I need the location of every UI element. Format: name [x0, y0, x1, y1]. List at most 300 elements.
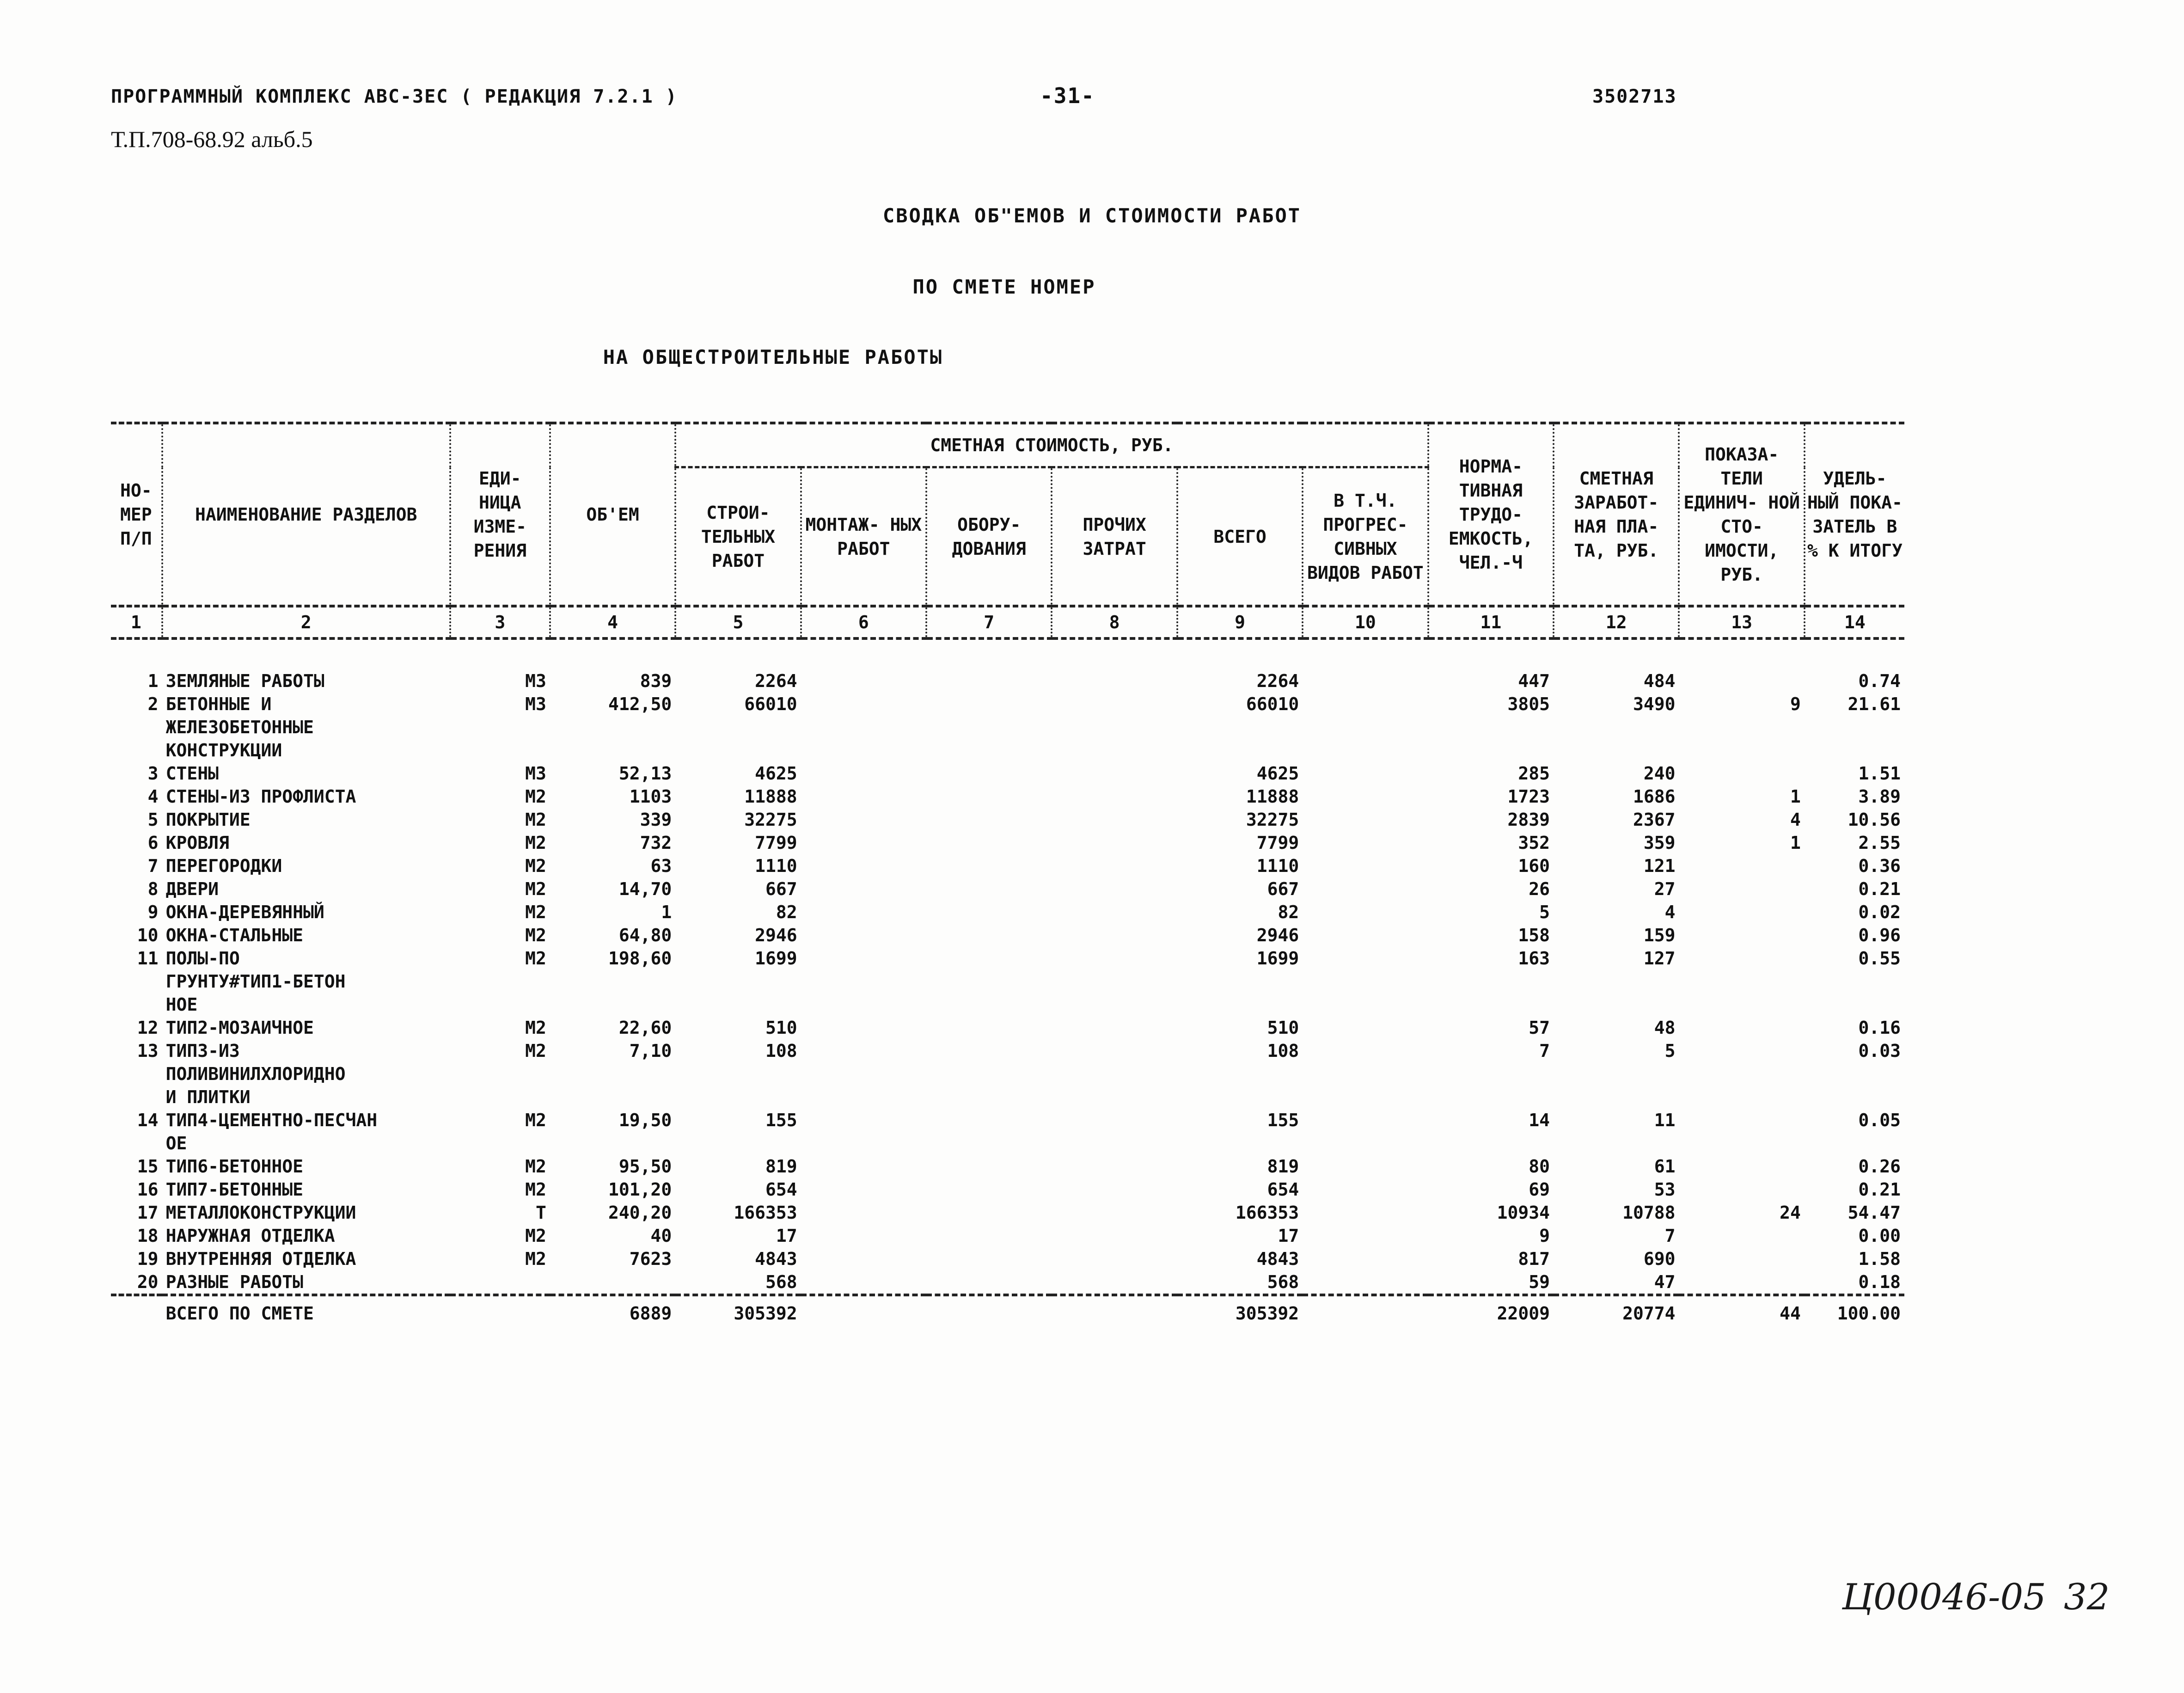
- wages-value: 3490: [1633, 694, 1676, 714]
- total-cost: 1110: [1256, 856, 1299, 876]
- labor-hours: 26: [1529, 879, 1550, 899]
- share-percent: 1.58: [1858, 1249, 1901, 1269]
- other-cost: [1052, 785, 1177, 808]
- row-number: 19: [137, 1249, 159, 1269]
- unit-of-measure: Т: [535, 1202, 546, 1223]
- unit-of-measure: М2: [525, 1249, 546, 1269]
- row-number: 20: [137, 1272, 159, 1292]
- equipment-cost: [926, 693, 1052, 762]
- total-cost: 4843: [1256, 1249, 1299, 1269]
- share-percent: 0.96: [1858, 925, 1901, 945]
- table-row: [111, 693, 1904, 762]
- construction-cost: 2264: [755, 671, 797, 691]
- equipment-cost: [926, 1016, 1052, 1039]
- progressive-cost: [1303, 831, 1428, 854]
- total-cost: 17: [1278, 1226, 1299, 1246]
- labor-hours: 817: [1518, 1249, 1550, 1269]
- unit-cost-value: [1679, 1039, 1804, 1109]
- wages-value: 127: [1643, 948, 1676, 969]
- construction-cost: 819: [765, 1156, 797, 1177]
- construction-cost: 166353: [734, 1202, 797, 1223]
- progressive-cost: [1303, 947, 1428, 1016]
- construction-cost: 66010: [744, 694, 797, 714]
- total-sum: 305392: [1177, 1295, 1303, 1330]
- installation-cost: [801, 901, 926, 924]
- section-name: ТИП4-ЦЕМЕНТНО-ПЕСЧАН ОЕ: [165, 1110, 378, 1153]
- unit-of-measure: М3: [525, 763, 546, 784]
- labor-hours: 69: [1529, 1179, 1550, 1200]
- col-number: 13: [1679, 606, 1804, 638]
- table-row: [111, 1155, 1904, 1178]
- total-cost: 155: [1267, 1110, 1299, 1130]
- unit-of-measure: М2: [525, 1041, 546, 1061]
- unit-of-measure: М2: [525, 1018, 546, 1038]
- volume-value: 40: [650, 1226, 672, 1246]
- wages-value: 121: [1643, 856, 1676, 876]
- share-percent: 0.26: [1858, 1156, 1901, 1177]
- unit-of-measure: М2: [525, 810, 546, 830]
- volume-value: 1103: [629, 786, 672, 807]
- col-number: 11: [1428, 606, 1554, 638]
- wages-value: 61: [1654, 1156, 1676, 1177]
- progressive-cost: [1303, 1109, 1428, 1155]
- wages-value: 53: [1654, 1179, 1676, 1200]
- table-row: [111, 762, 1904, 785]
- progressive-cost: [1303, 1039, 1428, 1109]
- unit-of-measure: М2: [525, 1226, 546, 1246]
- other-cost: [1052, 1270, 1177, 1295]
- share-percent: 54.47: [1848, 1202, 1901, 1223]
- other-cost: [1052, 901, 1177, 924]
- total-wages: 20774: [1554, 1295, 1679, 1330]
- progressive-cost: [1303, 901, 1428, 924]
- table-row: [111, 1178, 1904, 1201]
- labor-hours: 10934: [1497, 1202, 1550, 1223]
- progressive-cost: [1303, 854, 1428, 877]
- col-number: 7: [926, 606, 1052, 638]
- unit-of-measure: М2: [525, 948, 546, 969]
- page-mark: -31-: [1040, 83, 1095, 108]
- row-number: 5: [147, 810, 159, 830]
- unit-cost-value: 1: [1790, 786, 1801, 807]
- total-cost: 2946: [1256, 925, 1299, 945]
- construction-cost: 1110: [755, 856, 797, 876]
- wages-value: 10788: [1622, 1202, 1676, 1223]
- table-row: [111, 1109, 1904, 1155]
- row-number: 16: [137, 1179, 159, 1200]
- unit-cost-value: [1679, 1016, 1804, 1039]
- col-number: 1: [111, 606, 162, 638]
- other-cost: [1052, 693, 1177, 762]
- row-number: 13: [137, 1041, 159, 1061]
- construction-cost: 17: [776, 1226, 797, 1246]
- share-percent: 2.55: [1858, 833, 1901, 853]
- share-percent: 10.56: [1848, 810, 1901, 830]
- row-number: 12: [137, 1018, 159, 1038]
- table-row: [111, 669, 1904, 693]
- section-name: КРОВЛЯ: [165, 833, 229, 853]
- share-percent: 0.02: [1858, 902, 1901, 922]
- section-name: НАРУЖНАЯ ОТДЕЛКА: [165, 1226, 335, 1246]
- progressive-cost: [1303, 1224, 1428, 1247]
- installation-cost: [801, 1016, 926, 1039]
- unit-of-measure: М2: [525, 902, 546, 922]
- unit-cost-value: 24: [1780, 1202, 1801, 1223]
- labor-hours: 3805: [1507, 694, 1550, 714]
- progressive-cost: [1303, 924, 1428, 947]
- installation-cost: [801, 1178, 926, 1201]
- wages-value: 159: [1643, 925, 1676, 945]
- unit-of-measure: М2: [525, 925, 546, 945]
- document-code: 3502713: [1592, 86, 1677, 107]
- installation-cost: [801, 854, 926, 877]
- unit-of-measure: М2: [525, 833, 546, 853]
- volume-value: 101,20: [608, 1179, 672, 1200]
- share-percent: 3.89: [1858, 786, 1901, 807]
- table-row: [111, 924, 1904, 947]
- construction-cost: 4625: [755, 763, 797, 784]
- construction-cost: 82: [776, 902, 797, 922]
- total-cost: 654: [1267, 1179, 1299, 1200]
- unit-cost-value: [1679, 1247, 1804, 1270]
- installation-cost: [801, 1224, 926, 1247]
- construction-cost: 7799: [755, 833, 797, 853]
- wages-value: 1686: [1633, 786, 1676, 807]
- wages-value: 27: [1654, 879, 1676, 899]
- wages-value: 359: [1643, 833, 1676, 853]
- col-header-share: УДЕЛЬ- НЫЙ ПОКА- ЗАТЕЛЬ В % К ИТОГУ: [1805, 423, 1904, 606]
- installation-cost: [801, 808, 926, 831]
- volume-value: 95,50: [618, 1156, 672, 1177]
- equipment-cost: [926, 1109, 1052, 1155]
- equipment-cost: [926, 1224, 1052, 1247]
- total-cost: 1699: [1256, 948, 1299, 969]
- row-number: 14: [137, 1110, 159, 1130]
- section-name: СТЕНЫ: [165, 763, 219, 784]
- progressive-cost: [1303, 877, 1428, 901]
- unit-cost-value: [1679, 1270, 1804, 1295]
- section-name: МЕТАЛЛОКОНСТРУКЦИИ: [165, 1202, 356, 1223]
- construction-cost: 654: [765, 1179, 797, 1200]
- section-name: ТИП7-БЕТОННЫЕ: [165, 1179, 303, 1200]
- unit-of-measure: М2: [525, 786, 546, 807]
- share-percent: 0.55: [1858, 948, 1901, 969]
- installation-cost: [801, 693, 926, 762]
- other-cost: [1052, 1247, 1177, 1270]
- table-row: [111, 1039, 1904, 1109]
- total-cost: 166353: [1235, 1202, 1299, 1223]
- total-label: ВСЕГО ПО СМЕТЕ: [162, 1295, 450, 1330]
- col-header-number: НО- МЕР П/П: [111, 423, 162, 606]
- installation-cost: [801, 1109, 926, 1155]
- construction-cost: 568: [765, 1272, 797, 1292]
- progressive-cost: [1303, 1270, 1428, 1295]
- equipment-cost: [926, 1039, 1052, 1109]
- col-number: 8: [1052, 606, 1177, 638]
- volume-value: 198,60: [608, 948, 672, 969]
- row-number: 18: [137, 1226, 159, 1246]
- table-row: [111, 1224, 1904, 1247]
- table-row: [111, 947, 1904, 1016]
- total-cost: 568: [1267, 1272, 1299, 1292]
- works-type-title: НА ОБЩЕСТРОИТЕЛЬНЫЕ РАБОТЫ: [603, 346, 943, 368]
- installation-cost: [801, 785, 926, 808]
- col-number: 2: [162, 606, 450, 638]
- unit-cost-value: [1679, 1178, 1804, 1201]
- col-header-unit-cost: ПОКАЗА- ТЕЛИ ЕДИНИЧ- НОЙ СТО- ИМОСТИ, РУБ.: [1679, 423, 1804, 606]
- table-row: [111, 1270, 1904, 1295]
- total-cost: 510: [1267, 1018, 1299, 1038]
- other-cost: [1052, 1016, 1177, 1039]
- labor-hours: 447: [1518, 671, 1550, 691]
- construction-cost: 667: [765, 879, 797, 899]
- volume-value: 14,70: [618, 879, 672, 899]
- table-row: [111, 1247, 1904, 1270]
- volume-value: 412,50: [608, 694, 672, 714]
- unit-cost-value: [1679, 762, 1804, 785]
- table-row: [111, 785, 1904, 808]
- total-cost: 11888: [1246, 786, 1299, 807]
- installation-cost: [801, 1270, 926, 1295]
- labor-hours: 352: [1518, 833, 1550, 853]
- labor-hours: 14: [1529, 1110, 1550, 1130]
- equipment-cost: [926, 762, 1052, 785]
- row-number: 9: [147, 902, 159, 922]
- progressive-cost: [1303, 693, 1428, 762]
- wages-value: 47: [1654, 1272, 1676, 1292]
- equipment-cost: [926, 947, 1052, 1016]
- labor-hours: 163: [1518, 948, 1550, 969]
- total-volume: 6889: [550, 1295, 675, 1330]
- section-name: ОКНА-ДЕРЕВЯННЫЙ: [165, 902, 324, 922]
- table-body: [111, 638, 1904, 1295]
- unit-cost-value: [1679, 854, 1804, 877]
- installation-cost: [801, 762, 926, 785]
- total-share: 100.00: [1805, 1295, 1904, 1330]
- total-cost: 32275: [1246, 810, 1299, 830]
- installation-cost: [801, 1155, 926, 1178]
- installation-cost: [801, 877, 926, 901]
- volume-value: 7,10: [629, 1041, 672, 1061]
- volume-value: 63: [650, 856, 672, 876]
- total-unit-cost: 44: [1679, 1295, 1804, 1330]
- labor-hours: 9: [1539, 1226, 1550, 1246]
- row-number: 2: [147, 694, 159, 714]
- volume-value: 19,50: [618, 1110, 672, 1130]
- row-number: 1: [147, 671, 159, 691]
- section-name: ПЕРЕГОРОДКИ: [165, 856, 282, 876]
- unit-cost-value: [1679, 947, 1804, 1016]
- col-header-wages: СМЕТНАЯ ЗАРАБОТ- НАЯ ПЛА- ТА, РУБ.: [1554, 423, 1679, 606]
- unit-of-measure: М3: [525, 671, 546, 691]
- volume-value: 839: [640, 671, 672, 691]
- equipment-cost: [926, 669, 1052, 693]
- construction-cost: 32275: [744, 810, 797, 830]
- progressive-cost: [1303, 1178, 1428, 1201]
- installation-cost: [801, 669, 926, 693]
- progressive-cost: [1303, 1155, 1428, 1178]
- table-row: [111, 901, 1904, 924]
- section-name: ДВЕРИ: [165, 879, 219, 899]
- unit-cost-value: [1679, 877, 1804, 901]
- row-number: 8: [147, 879, 159, 899]
- total-cost: 4625: [1256, 763, 1299, 784]
- share-percent: 0.03: [1858, 1041, 1901, 1061]
- volume-value: 52,13: [618, 763, 672, 784]
- share-percent: 0.18: [1858, 1272, 1901, 1292]
- row-number: 11: [137, 948, 159, 969]
- equipment-cost: [926, 1155, 1052, 1178]
- other-cost: [1052, 669, 1177, 693]
- other-cost: [1052, 1155, 1177, 1178]
- total-labor: 22009: [1428, 1295, 1554, 1330]
- unit-cost-value: [1679, 901, 1804, 924]
- section-name: РАЗНЫЕ РАБОТЫ: [165, 1272, 303, 1292]
- total-row: [111, 1295, 1904, 1330]
- col-header-installation: МОНТАЖ- НЫХ РАБОТ: [801, 467, 926, 607]
- estimate-number-title: ПО СМЕТЕ НОМЕР: [912, 276, 1096, 298]
- unit-cost-value: 9: [1790, 694, 1801, 714]
- progressive-cost: [1303, 1247, 1428, 1270]
- equipment-cost: [926, 1247, 1052, 1270]
- col-header-volume: ОБ'ЕМ: [550, 423, 675, 606]
- volume-value: 1: [661, 902, 672, 922]
- installation-cost: [801, 831, 926, 854]
- installation-cost: [801, 1201, 926, 1224]
- col-number: 9: [1177, 606, 1303, 638]
- unit-of-measure: М2: [525, 879, 546, 899]
- share-percent: 0.16: [1858, 1018, 1901, 1038]
- unit-cost-value: [1679, 924, 1804, 947]
- col-number: 5: [675, 606, 801, 638]
- progressive-cost: [1303, 808, 1428, 831]
- equipment-cost: [926, 854, 1052, 877]
- row-number: 10: [137, 925, 159, 945]
- installation-cost: [801, 924, 926, 947]
- table-row: [111, 831, 1904, 854]
- share-percent: 21.61: [1848, 694, 1901, 714]
- wages-value: 5: [1664, 1041, 1676, 1061]
- col-number: 6: [801, 606, 926, 638]
- equipment-cost: [926, 808, 1052, 831]
- unit-of-measure: М2: [525, 1179, 546, 1200]
- col-header-other: ПРОЧИХ ЗАТРАТ: [1052, 467, 1177, 607]
- table-row: [111, 877, 1904, 901]
- col-header-name: НАИМЕНОВАНИЕ РАЗДЕЛОВ: [162, 423, 450, 606]
- labor-hours: 80: [1529, 1156, 1550, 1177]
- unit-cost-value: [1679, 669, 1804, 693]
- section-name: ТИП2-МОЗАИЧНОЕ: [165, 1018, 314, 1038]
- construction-cost: 510: [765, 1018, 797, 1038]
- total-cost: 667: [1267, 879, 1299, 899]
- section-name: СТЕНЫ-ИЗ ПРОФЛИСТА: [165, 786, 356, 807]
- unit-cost-value: 1: [1790, 833, 1801, 853]
- wages-value: 240: [1643, 763, 1676, 784]
- construction-cost: 4843: [755, 1249, 797, 1269]
- wages-value: 7: [1664, 1226, 1676, 1246]
- unit-of-measure: [450, 1270, 550, 1295]
- total-cost: 819: [1267, 1156, 1299, 1177]
- section-name: ЗЕМЛЯНЫЕ РАБОТЫ: [165, 671, 324, 691]
- labor-hours: 285: [1518, 763, 1550, 784]
- other-cost: [1052, 854, 1177, 877]
- share-percent: 0.00: [1858, 1226, 1901, 1246]
- handwritten-code: Ц00046-05: [1842, 1576, 2046, 1618]
- progressive-cost: [1303, 762, 1428, 785]
- share-percent: 0.05: [1858, 1110, 1901, 1130]
- construction-cost: 155: [765, 1110, 797, 1130]
- labor-hours: 57: [1529, 1018, 1550, 1038]
- share-percent: 0.36: [1858, 856, 1901, 876]
- wages-value: 4: [1664, 902, 1676, 922]
- equipment-cost: [926, 1178, 1052, 1201]
- row-number: 15: [137, 1156, 159, 1177]
- wages-value: 690: [1643, 1249, 1676, 1269]
- other-cost: [1052, 1178, 1177, 1201]
- col-number: 3: [450, 606, 550, 638]
- estimate-summary-table: [111, 422, 1904, 1330]
- total-construction: 305392: [675, 1295, 801, 1330]
- col-number: 10: [1303, 606, 1428, 638]
- col-header-equipment: ОБОРУ- ДОВАНИЯ: [926, 467, 1052, 607]
- col-header-labor: НОРМА- ТИВНАЯ ТРУДО- ЕМКОСТЬ, ЧЕЛ.-Ч: [1428, 423, 1554, 606]
- equipment-cost: [926, 1270, 1052, 1295]
- project-reference: Т.П.708-68.92 альб.5: [111, 126, 313, 152]
- col-header-progressive: В Т.Ч. ПРОГРЕС- СИВНЫХ ВИДОВ РАБОТ: [1303, 467, 1428, 607]
- other-cost: [1052, 924, 1177, 947]
- labor-hours: 160: [1518, 856, 1550, 876]
- progressive-cost: [1303, 669, 1428, 693]
- other-cost: [1052, 947, 1177, 1016]
- section-name: ОКНА-СТАЛЬНЫЕ: [165, 925, 303, 945]
- table-row: [111, 854, 1904, 877]
- row-number: 4: [147, 786, 159, 807]
- share-percent: 0.21: [1858, 1179, 1901, 1200]
- labor-hours: 5: [1539, 902, 1550, 922]
- wages-value: 484: [1643, 671, 1676, 691]
- total-cost: 7799: [1256, 833, 1299, 853]
- section-name: БЕТОННЫЕ И ЖЕЛЕЗОБЕТОННЫЕ КОНСТРУКЦИИ: [165, 694, 314, 761]
- total-cost: 108: [1267, 1041, 1299, 1061]
- wages-value: 11: [1654, 1110, 1676, 1130]
- progressive-cost: [1303, 785, 1428, 808]
- row-number: 17: [137, 1202, 159, 1223]
- unit-of-measure: М2: [525, 1110, 546, 1130]
- construction-cost: 11888: [744, 786, 797, 807]
- installation-cost: [801, 947, 926, 1016]
- row-number: 3: [147, 763, 159, 784]
- col-header-unit: ЕДИ- НИЦА ИЗМЕ- РЕНИЯ: [450, 423, 550, 606]
- report-title: СВОДКА ОБ"ЕМОВ И СТОИМОСТИ РАБОТ: [882, 204, 1302, 227]
- wages-value: 48: [1654, 1018, 1676, 1038]
- share-percent: 1.51: [1858, 763, 1901, 784]
- unit-cost-value: 4: [1790, 810, 1801, 830]
- section-name: ПОЛЫ-ПО ГРУНТУ#ТИП1-БЕТОН НОЕ: [165, 948, 346, 1015]
- equipment-cost: [926, 831, 1052, 854]
- unit-of-measure: М2: [525, 856, 546, 876]
- total-cost: 2264: [1256, 671, 1299, 691]
- other-cost: [1052, 831, 1177, 854]
- volume-value: 22,60: [618, 1018, 672, 1038]
- program-header: ПРОГРАММНЫЙ КОМПЛЕКС АВС-ЗЕС ( РЕДАКЦИЯ 7.2.1 ): [111, 86, 678, 107]
- handwritten-page-number: 32: [2064, 1576, 2110, 1618]
- equipment-cost: [926, 924, 1052, 947]
- share-percent: 0.21: [1858, 879, 1901, 899]
- construction-cost: 108: [765, 1041, 797, 1061]
- construction-cost: 1699: [755, 948, 797, 969]
- other-cost: [1052, 1201, 1177, 1224]
- other-cost: [1052, 877, 1177, 901]
